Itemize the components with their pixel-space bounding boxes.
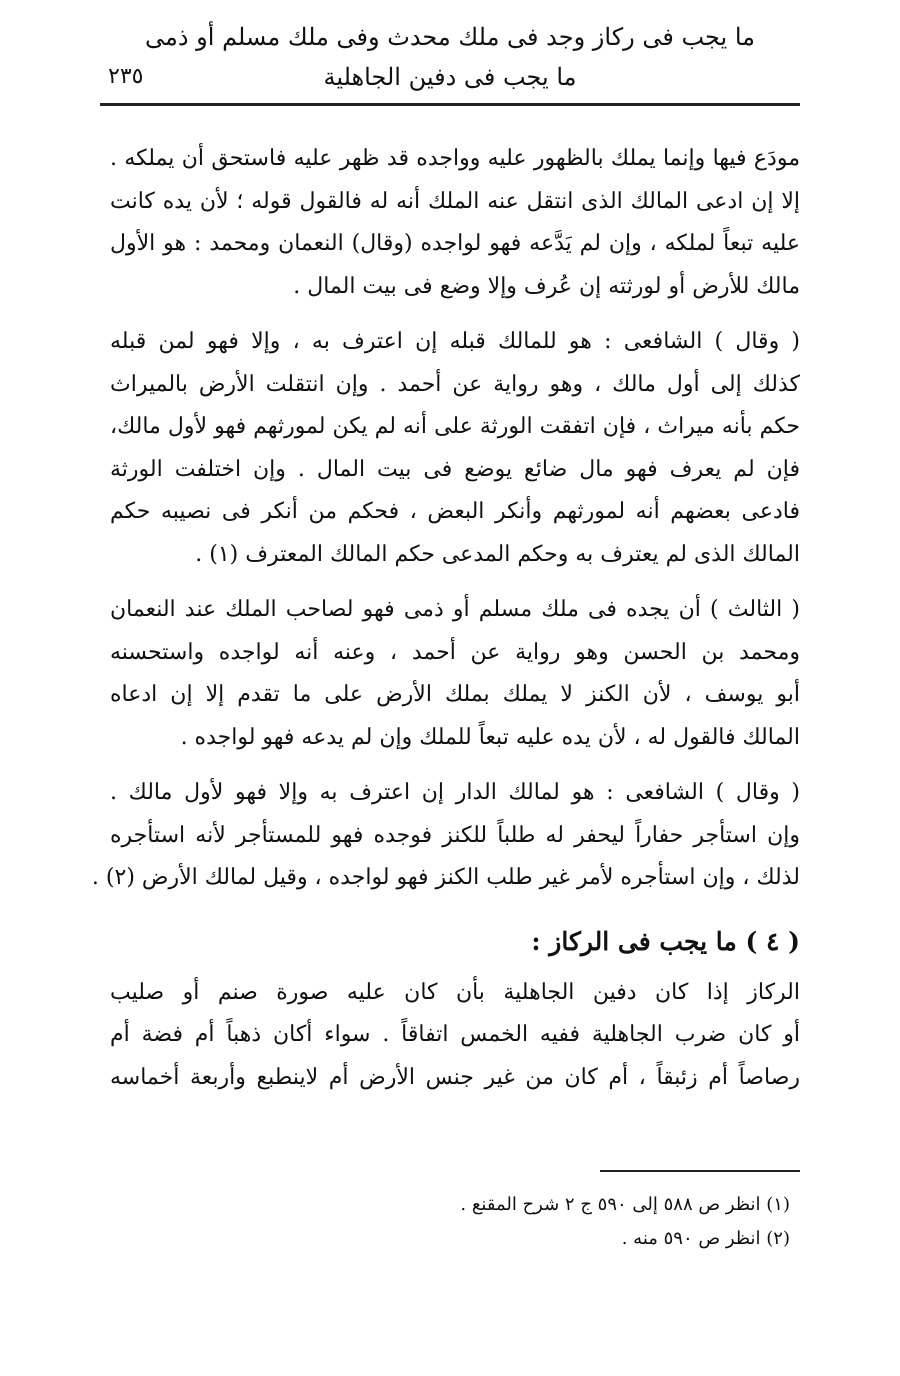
- text-line: إلا إن ادعى المالك الذى انتقل عنه الملك أنه له فالقول قوله ؛ لأن يده كانت: [110, 188, 800, 214]
- footnote-2: (٢) انظر ص ٥٩٠ منه .: [621, 1228, 790, 1249]
- paragraph-4: [91, 772, 800, 900]
- header-rule: [100, 103, 800, 106]
- text-line: وإن استأجر حفاراً ليحفر له طلباً للكنز فوجده فهو للمستأجر لأنه استأجره: [110, 822, 800, 848]
- text-line: عليه تبعاً لملكه ، وإن لم يَدَّعه فهو لواجده (وقال) النعمان ومحمد : هو الأول: [110, 231, 800, 256]
- text-line: ( وقال ) الشافعى : هو لمالك الدار إن اعترف به وإلا فهو لأول مالك .: [110, 780, 800, 805]
- header-title-line1: ما يجب فى ركاز وجد فى ملك محدث وفى ملك مسلم أو ذمى: [145, 23, 755, 51]
- text-line: فادعى بعضهم أنه لمورثهم وأنكر البعض ، فحكم من أنكر فى نصيبه حكم: [110, 499, 800, 524]
- section-paragraph: [110, 972, 800, 1100]
- text-line: فإن لم يعرف فهو مال ضائع يوضع فى بيت المال . وإن اختلفت الورثة: [110, 456, 800, 482]
- text-line: المالك فالقول له ، لأن يده عليه تبعاً للملك وإن لم يدعه فهو لواجده .: [180, 724, 800, 750]
- text-line: أو كان ضرب الجاهلية ففيه الخمس اتفاقاً . سواء أكان ذهباً أم فضة أم: [110, 1022, 800, 1047]
- footnote-rule: [600, 1170, 800, 1172]
- text-line: حكم بأنه ميراث ، فإن اتفقت الورثة على أنه لم يكن لمورثهم فهو لأول مالك،: [110, 414, 800, 439]
- paragraph-3: [110, 589, 800, 759]
- section-heading: ( ٤ ) ما يجب فى الركاز :: [531, 926, 800, 956]
- text-line: ( الثالث ) أن يجده فى ملك مسلم أو ذمى فهو لصاحب الملك عند النعمان: [110, 597, 800, 622]
- text-line: رصاصاً أم زئبقاً ، أم كان من غير جنس الأرض أم لاينطبع وأربعة أخماسه: [110, 1064, 800, 1090]
- main-text: [91, 138, 800, 1112]
- text-line: كذلك إلى أول مالك ، وهو رواية عن أحمد . وإن انتقلت الأرض بالميراث: [110, 371, 800, 397]
- text-line: ( وقال ) الشافعى : هو للمالك قبله إن اعترف به ، وإلا فهو لمن قبله: [110, 329, 800, 354]
- text-line: ومحمد بن الحسن وهو رواية عن أحمد ، وعنه أنه لواجده واستحسنه: [110, 639, 800, 665]
- footnote-1: (١) انظر ص ٥٨٨ إلى ٥٩٠ ج ٢ شرح المقنع .: [460, 1194, 790, 1215]
- paragraph-2: [110, 321, 800, 576]
- text-line: أبو يوسف ، لأن الكنز لا يملك بملك الأرض على ما تقدم إلا إن ادعاه: [110, 682, 800, 707]
- header-title-line2: ما يجب فى دفين الجاهلية: [323, 63, 577, 91]
- text-line: لذلك ، وإن استأجره لأمر غير طلب الكنز فهو لواجده ، وقيل لمالك الأرض (٢) .: [91, 865, 800, 890]
- page-number: ٢٣٥: [108, 64, 144, 89]
- footnotes: [100, 1188, 790, 1256]
- text-line: المالك الذى لم يعترف به وحكم المدعى حكم المالك المعترف (١) .: [195, 541, 800, 567]
- running-header: [100, 18, 800, 100]
- text-line: مالك للأرض أو لورثته إن عُرف وإلا وضع فى بيت المال .: [293, 273, 800, 299]
- paragraph-1: [110, 138, 800, 308]
- text-line: الركاز إذا كان دفين الجاهلية بأن كان عليه صورة صنم أو صليب: [110, 979, 800, 1005]
- text-line: مودَع فيها وإنما يملك بالظهور عليه وواجده قد ظهر عليه فاستحق أن يملكه .: [110, 146, 800, 171]
